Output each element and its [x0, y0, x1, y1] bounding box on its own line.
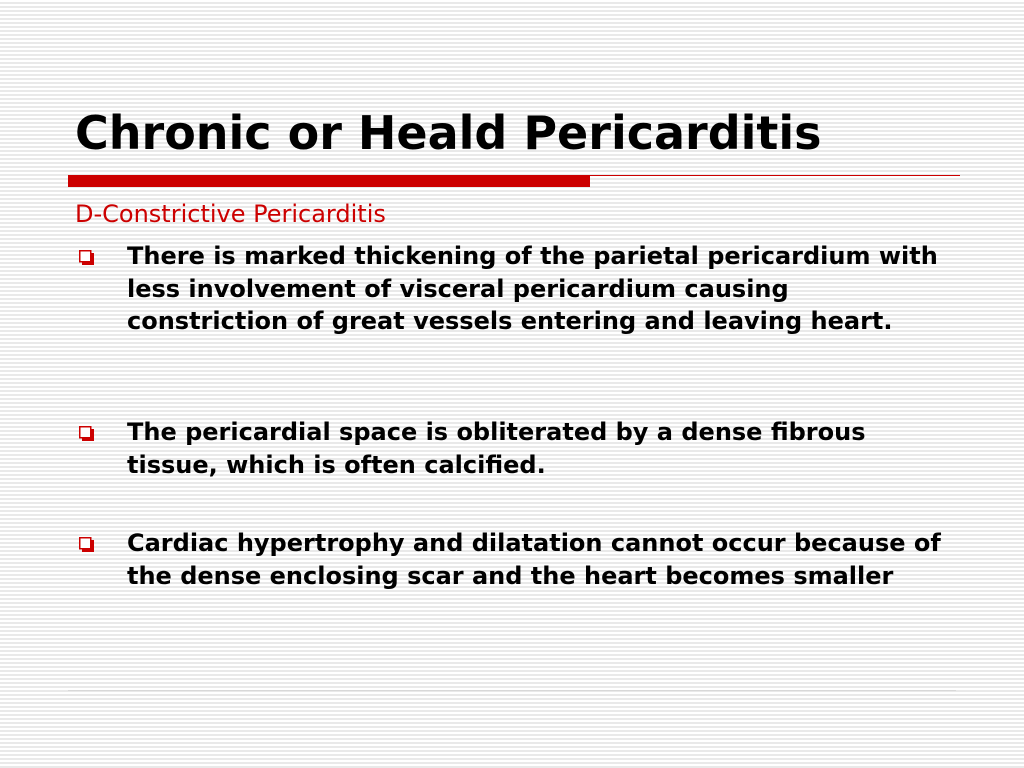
slide-subtitle: D-Constrictive Pericarditis: [75, 200, 386, 228]
bullet-item: [75, 416, 955, 481]
bullet-text: Cardiac hypertrophy and dilatation cannot occur because of the dense enclosing scar and the heart becomes smaller: [127, 529, 941, 590]
footer-divider: [68, 690, 956, 691]
bullet-text: The pericardial space is obliterated by a dense fibrous tissue, which is often calcified.: [127, 418, 866, 479]
title-underline-thick: [68, 175, 590, 187]
slide-title: Chronic or Heald Pericarditis: [75, 106, 822, 160]
checkbox-icon: [79, 537, 94, 553]
title-underline-thin: [590, 175, 960, 176]
checkbox-icon: [79, 250, 94, 266]
bullet-item: [75, 527, 955, 592]
checkbox-icon: [79, 426, 94, 442]
bullet-text: There is marked thickening of the parietal pericardium with less involvement of visceral pericardium causing constriction of great vessels entering and leaving heart.: [127, 242, 938, 335]
bullet-item: [75, 240, 955, 338]
